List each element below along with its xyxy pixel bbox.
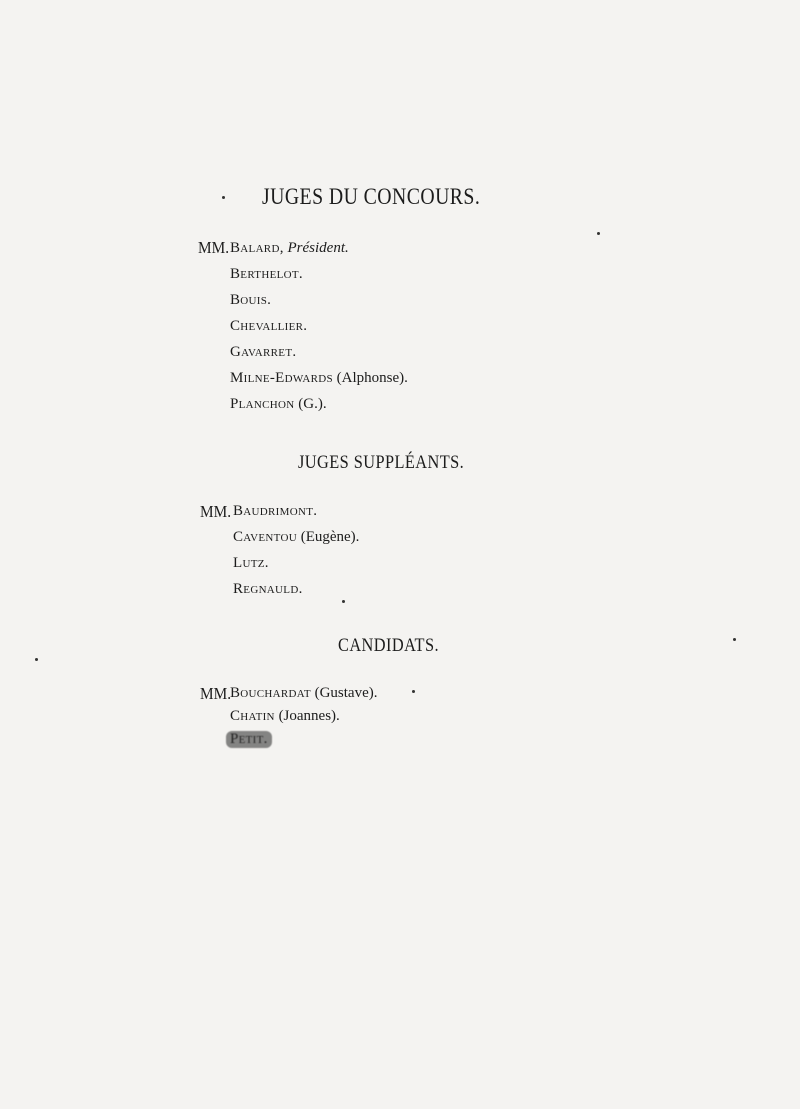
judge-entry <box>230 240 349 257</box>
scan-speck <box>222 196 225 199</box>
scan-speck <box>412 690 415 693</box>
judge-note: (G.). <box>298 396 327 412</box>
judge-entry <box>230 266 303 283</box>
judge-name: Berthelot. <box>230 266 303 282</box>
scan-speck <box>35 658 38 661</box>
judge-entry <box>230 344 296 361</box>
candidate-note: (Joannes). <box>278 708 340 724</box>
candidate-entry <box>230 685 378 702</box>
judge-name: Chevallier. <box>230 318 308 334</box>
judge-entry <box>230 396 327 413</box>
judge-note: (Alphonse). <box>336 370 408 386</box>
substitute-entry <box>233 555 269 572</box>
judge-entry <box>230 292 271 309</box>
candidate-note: (Gustave). <box>314 685 378 701</box>
substitute-name: Caventou <box>233 529 297 545</box>
substitutes-heading: JUGES SUPPLÉANTS. <box>298 452 465 473</box>
substitute-entry <box>233 581 303 598</box>
candidates-heading: CANDIDATS. <box>338 635 439 656</box>
judge-entry <box>230 318 307 335</box>
scan-speck <box>597 232 600 235</box>
candidate-name: Bouchardat <box>230 685 311 701</box>
judge-role: Président. <box>287 240 349 256</box>
judge-name: Milne-Edwards <box>230 370 333 386</box>
scan-speck <box>342 600 345 603</box>
judges-prefix: MM. <box>198 238 230 257</box>
candidate-entry <box>230 708 340 725</box>
judge-name: Planchon <box>230 396 295 412</box>
substitute-entry <box>233 529 359 546</box>
candidate-entry <box>226 731 272 748</box>
scan-speck <box>733 638 736 641</box>
judge-name: Balard, <box>230 240 284 256</box>
candidate-name: Petit. <box>226 731 272 748</box>
substitute-note: (Eugène). <box>300 529 360 545</box>
substitute-entry <box>233 503 317 520</box>
candidate-name: Chatin <box>230 708 275 724</box>
judge-name: Gavarret. <box>230 344 297 360</box>
substitute-name: Lutz. <box>233 555 269 571</box>
judges-heading: JUGES DU CONCOURS. <box>262 184 481 209</box>
substitute-name: Baudrimont. <box>233 503 318 519</box>
substitutes-prefix: MM. <box>200 502 232 521</box>
judge-name: Bouis. <box>230 292 272 308</box>
substitute-name: Regnauld. <box>233 581 303 597</box>
candidates-prefix: MM. <box>200 684 232 703</box>
judge-entry <box>230 370 408 387</box>
